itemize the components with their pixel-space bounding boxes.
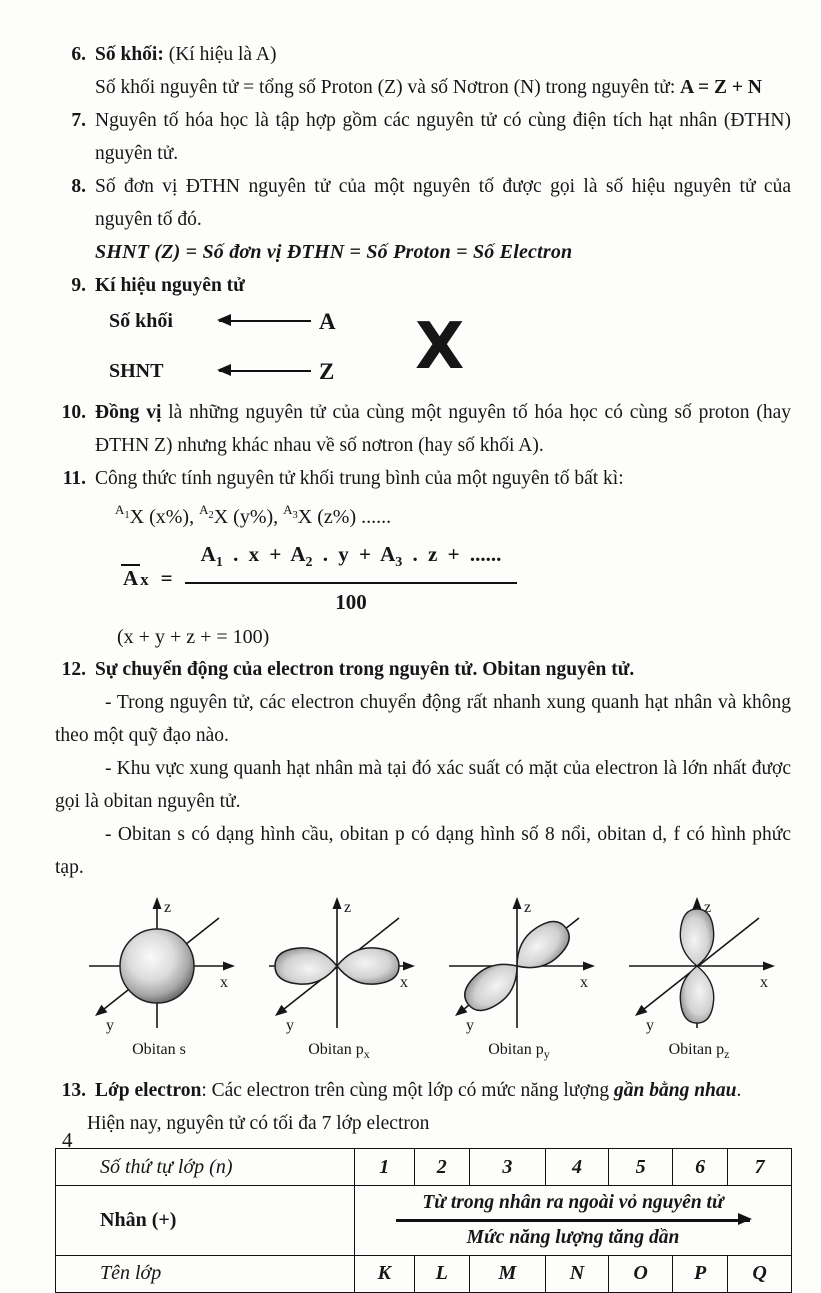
orbital-px-diagram bbox=[253, 894, 425, 1034]
table-cell: 7 bbox=[728, 1149, 792, 1186]
element-symbol-X: X bbox=[415, 310, 465, 384]
figure-caption: Obitan $p_y$ bbox=[488, 1041, 550, 1062]
y-axis-label: y bbox=[286, 1017, 294, 1035]
x-axis-label: x bbox=[760, 974, 768, 992]
mass-number-label: Số khối bbox=[109, 309, 173, 332]
item-11 bbox=[62, 462, 791, 653]
table-cell: 1 bbox=[355, 1149, 415, 1186]
arrow-top-text: Từ trong nhân ra ngoài vỏ nguyên tử bbox=[422, 1192, 724, 1214]
item-8 bbox=[71, 170, 791, 269]
table-cell: 6 bbox=[672, 1149, 727, 1186]
table-cell: Q bbox=[728, 1255, 792, 1292]
electron-shell-table bbox=[55, 1148, 792, 1292]
table-cell: 3 bbox=[469, 1149, 545, 1186]
x-axis-label: x bbox=[400, 974, 408, 992]
y-arrowhead-icon bbox=[455, 1005, 467, 1016]
energy-direction-cell bbox=[355, 1186, 792, 1255]
table-cell: M bbox=[469, 1255, 545, 1292]
item-6-body: Số khối nguyên tử = tổng số Proton (Z) và số Nơtron (N) trong nguyên tử: A = Z + N bbox=[95, 77, 762, 98]
z-arrowhead-icon bbox=[513, 897, 522, 909]
y-axis-label: y bbox=[646, 1017, 654, 1035]
table-cell: P bbox=[672, 1255, 727, 1292]
orbital-px-figure bbox=[253, 894, 425, 1062]
row-label: Số thứ tự lớp (n) bbox=[56, 1149, 355, 1186]
item-13-body: : Các electron trên cùng một lớp có mức năng lượng bbox=[201, 1080, 615, 1102]
item-10-body: là những nguyên tử của cùng một nguyên tố hóa học có cùng số proton (hay ĐTHN Z) nhưng khác nhau về số nơtron (hay số khối A). bbox=[95, 402, 791, 456]
item-8-body: Số đơn vị ĐTHN nguyên tử của một nguyên tố được gọi là số hiệu nguyên tử của nguyên tố đó. bbox=[95, 176, 791, 230]
y-arrowhead-icon bbox=[95, 1005, 107, 1016]
letter-A: A bbox=[319, 308, 336, 334]
item-number: 7. bbox=[71, 110, 86, 131]
item-9 bbox=[71, 269, 791, 394]
orbital-py-figure bbox=[433, 894, 605, 1062]
px-lobe-left bbox=[275, 948, 337, 984]
row-label: Tên lớp bbox=[56, 1255, 355, 1292]
figure-caption: Obitan s bbox=[132, 1041, 186, 1059]
item-12-paragraph-2: - Khu vực xung quanh hạt nhân mà tại đó xác suất có mặt của electron là lớn nhất được gọi là obitan nguyên tử. bbox=[55, 758, 791, 813]
item-12 bbox=[61, 653, 791, 686]
x-arrowhead-icon bbox=[763, 962, 775, 971]
item-6-heading: Số khối: (Kí hiệu là A) bbox=[95, 44, 277, 65]
x-arrowhead-icon bbox=[403, 962, 415, 971]
orbital-s-figure bbox=[73, 894, 245, 1062]
item-7-body: Nguyên tố hóa học là tập hợp gồm các nguyên tử có cùng điện tích hạt nhân (ĐTHN) nguyên tử. bbox=[95, 110, 791, 164]
z-axis-label: z bbox=[524, 899, 532, 917]
x-arrowhead-icon bbox=[583, 962, 595, 971]
item-number: 8. bbox=[71, 176, 86, 197]
figure-caption: Obitan $p_z$ bbox=[668, 1041, 730, 1062]
orbital-py-diagram bbox=[433, 894, 605, 1034]
item-13-line-2: Hiện nay, nguyên tử có tối đa 7 lớp electron bbox=[87, 1113, 430, 1135]
table-cell: K bbox=[355, 1255, 415, 1292]
z-axis-label: z bbox=[164, 899, 172, 917]
item-number: 11. bbox=[62, 468, 86, 489]
y-axis-label: y bbox=[466, 1017, 474, 1035]
table-row-shell-name bbox=[56, 1255, 792, 1292]
table-cell: 4 bbox=[545, 1149, 609, 1186]
item-number: 10. bbox=[61, 402, 86, 423]
pz-lobe-lower bbox=[680, 966, 713, 1023]
page-content bbox=[55, 38, 791, 1293]
atomic-number-row bbox=[109, 354, 334, 388]
table-cell: 5 bbox=[609, 1149, 673, 1186]
formula-lhs: A x bbox=[123, 565, 149, 590]
px-lobe-right bbox=[337, 948, 399, 984]
y-arrowhead-icon bbox=[275, 1005, 287, 1016]
atomic-number-label: SHNT bbox=[109, 359, 164, 382]
x-axis-label: x bbox=[580, 974, 588, 992]
orbital-s-diagram bbox=[73, 894, 245, 1034]
z-arrowhead-icon bbox=[153, 897, 162, 909]
equals-sign: = bbox=[160, 566, 173, 591]
item-11-heading: Công thức tính nguyên tử khối trung bình của một nguyên tố bất kì: bbox=[95, 468, 624, 489]
fraction bbox=[185, 538, 518, 619]
z-arrowhead-icon bbox=[693, 897, 702, 909]
item-9-heading: Kí hiệu nguyên tử bbox=[95, 275, 245, 296]
letter-Z: Z bbox=[319, 358, 335, 384]
atomic-notation-diagram bbox=[109, 304, 791, 394]
item-6 bbox=[71, 38, 791, 104]
item-10-lead: Đồng vị bbox=[95, 402, 162, 423]
item-number: 9. bbox=[71, 275, 86, 296]
fraction-denominator: 100 bbox=[335, 590, 367, 615]
table-row-shell-number bbox=[56, 1149, 792, 1186]
page-number: 4 bbox=[62, 1128, 73, 1152]
y-arrowhead-icon bbox=[635, 1005, 647, 1016]
row-label: Nhân (+) bbox=[56, 1186, 355, 1255]
average-mass-formula bbox=[121, 538, 791, 619]
item-13-emphasis: gần bằng nhau bbox=[614, 1080, 737, 1102]
orbital-figures bbox=[73, 894, 785, 1062]
item-number: 12. bbox=[61, 659, 86, 681]
item-number: 13. bbox=[61, 1080, 86, 1102]
orbital-pz-diagram bbox=[613, 894, 785, 1034]
z-axis-label: z bbox=[344, 899, 352, 917]
isotope-notation-line: $^{A_1}$X (x%), $^{A_2}$X (y%), $^{A_3}$X (z%) ...... bbox=[115, 502, 392, 528]
item-10 bbox=[61, 396, 791, 462]
left-arrow-icon bbox=[219, 320, 311, 322]
orbital-pz-figure bbox=[613, 894, 785, 1062]
left-arrow-icon bbox=[219, 370, 311, 372]
table-cell: N bbox=[545, 1255, 609, 1292]
item-8-formula: SHNT (Z) = Số đơn vị ĐTHN = Số Proton = Số Electron bbox=[95, 241, 573, 263]
x-arrowhead-icon bbox=[223, 962, 235, 971]
s-orbital-sphere bbox=[120, 929, 194, 1003]
table-row-nucleus bbox=[56, 1186, 792, 1255]
arrow-bottom-text: Mức năng lượng tăng dần bbox=[466, 1226, 680, 1248]
mass-number-row bbox=[109, 304, 336, 338]
item-12-paragraph-3: - Obitan s có dạng hình cầu, obitan p có dạng hình số 8 nổi, obitan d, f có hình phức tạp. bbox=[55, 824, 791, 879]
right-arrow-icon bbox=[396, 1219, 750, 1221]
formula-note: (x + y + z + = 100) bbox=[117, 626, 270, 649]
table-cell: O bbox=[609, 1255, 673, 1292]
item-12-heading: Sự chuyển động của electron trong nguyên tử. Obitan nguyên tử. bbox=[95, 659, 635, 681]
table-cell: L bbox=[414, 1255, 469, 1292]
item-12-paragraph-1: - Trong nguyên tử, các electron chuyển động rất nhanh xung quanh hạt nhân và không theo một quỹ đạo nào. bbox=[55, 692, 791, 747]
figure-caption: Obitan $p_x$ bbox=[308, 1041, 370, 1062]
item-7 bbox=[71, 104, 791, 170]
z-axis-label: z bbox=[704, 899, 712, 917]
item-13-lead: Lớp electron bbox=[95, 1080, 202, 1102]
item-13: 13. Lớp electron: Các electron trên cùng một lớp có mức năng lượng gần bằng nhau. Hiện nay, nguyên tử có tối đa 7 lớp electron bbox=[95, 1074, 791, 1140]
y-axis-label: y bbox=[106, 1017, 114, 1035]
table-cell: 2 bbox=[414, 1149, 469, 1186]
x-axis-label: x bbox=[220, 974, 228, 992]
z-arrowhead-icon bbox=[333, 897, 342, 909]
fraction-numerator: $A_1$ . $x + A_2$ . $y + A_3$ . z + ...... bbox=[185, 538, 518, 584]
item-number: 6. bbox=[71, 44, 86, 65]
